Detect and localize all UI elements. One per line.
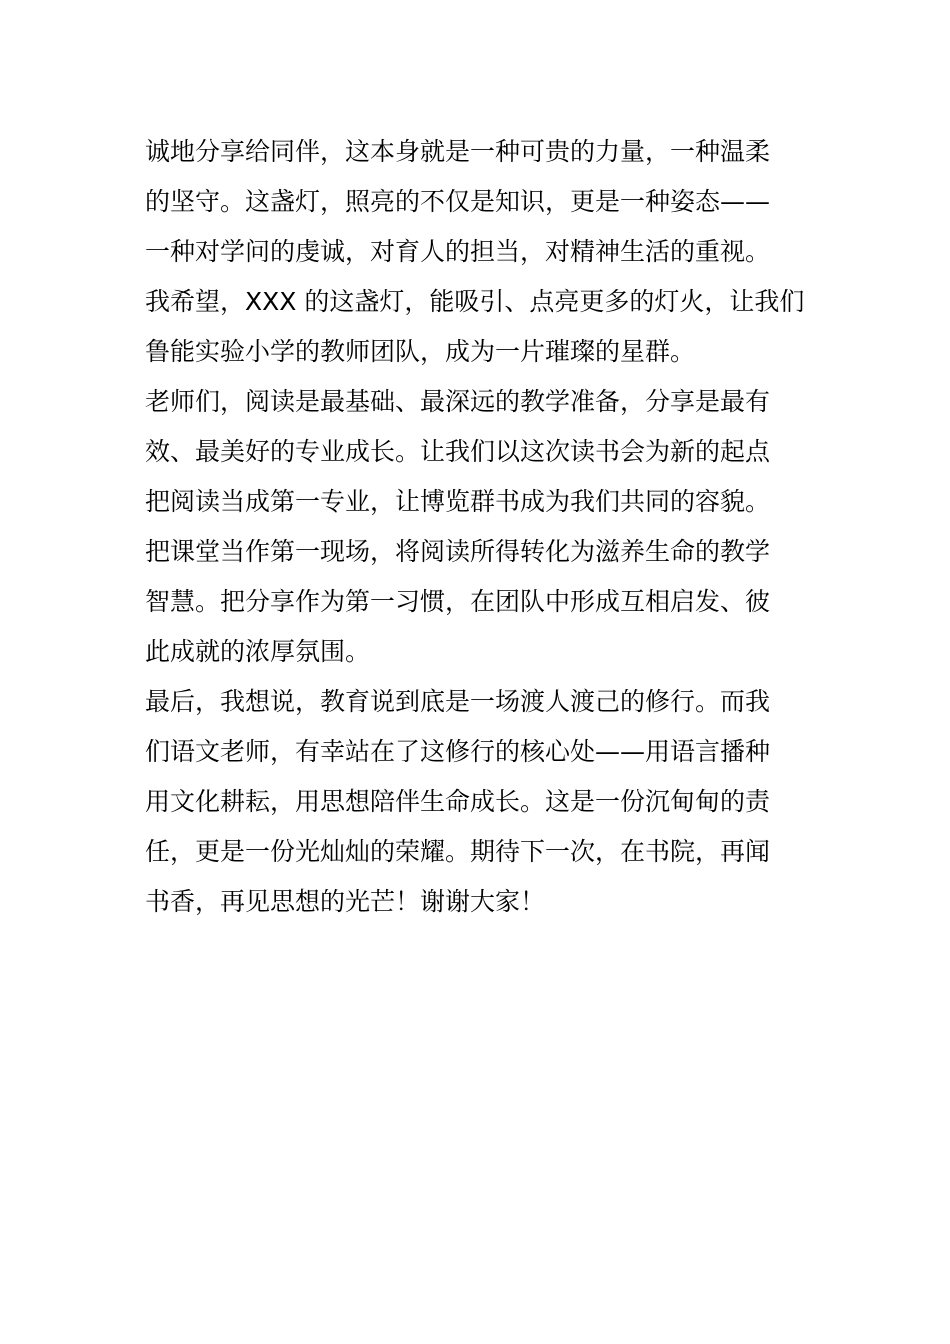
text-line: 我希望，XXX 的这盏灯，能吸引、点亮更多的灯火，让我们 xyxy=(145,287,805,316)
text-line: 效、最美好的专业成长。让我们以这次读书会为新的起点 xyxy=(145,437,771,466)
text-line: 老师们，阅读是最基础、最深远的教学准备，分享是最有 xyxy=(145,387,771,416)
text-line: 用文化耕耘，用思想陪伴生命成长。这是一份沉甸甸的责 xyxy=(145,787,771,816)
text-line: 一种对学问的虔诚，对育人的担当，对精神生活的重视。 xyxy=(145,237,771,266)
text-line: 诚地分享给同伴，这本身就是一种可贵的力量，一种温柔 xyxy=(145,137,771,166)
text-line: 把阅读当成第一专业，让博览群书成为我们共同的容貌。 xyxy=(145,487,771,516)
text-line: 书香，再见思想的光芒！谢谢大家！ xyxy=(145,887,546,916)
body-text xyxy=(145,127,825,927)
text-line: 任，更是一份光灿灿的荣耀。期待下一次，在书院，再闻 xyxy=(145,837,771,866)
text-line: 鲁能实验小学的教师团队，成为一片璀璨的星群。 xyxy=(145,337,696,366)
text-line: 此成就的浓厚氛围。 xyxy=(145,637,371,666)
text-line: 智慧。把分享作为第一习惯，在团队中形成互相启发、彼 xyxy=(145,587,771,616)
text-line: 的坚守。这盏灯，照亮的不仅是知识，更是一种姿态—— xyxy=(145,187,771,216)
text-line: 们语文老师，有幸站在了这修行的核心处——用语言播种 xyxy=(145,737,771,766)
text-line: 最后，我想说，教育说到底是一场渡人渡己的修行。而我 xyxy=(145,687,771,716)
text-line: 把课堂当作第一现场，将阅读所得转化为滋养生命的教学 xyxy=(145,537,771,566)
